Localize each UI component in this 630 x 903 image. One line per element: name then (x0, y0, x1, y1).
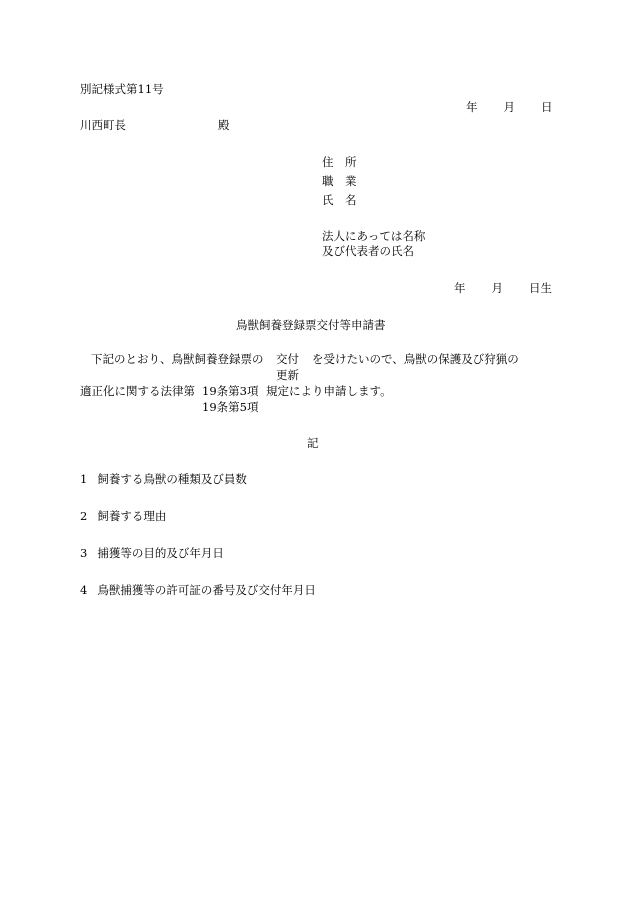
list-item (80, 511, 166, 523)
item-text: 飼養する鳥獣の種類及び員数 (97, 472, 247, 486)
body-option-issue: 交付 (276, 352, 299, 366)
body-option-renew: 更新 (276, 368, 299, 382)
name-label: 氏 名 (322, 193, 357, 207)
body-article-option1: 19条第3項 (202, 384, 259, 398)
date-day: 日 (541, 100, 553, 114)
item-number: 1 (80, 472, 88, 486)
document-title: 鳥獣飼養登録票交付等申請書 (236, 318, 386, 332)
body-line1-part1: 下記のとおり、鳥獣飼養登録票の (91, 352, 264, 366)
body-line2-part2: 規定により申請します。 (266, 384, 392, 398)
ki-heading: 記 (307, 436, 319, 450)
body-line2-part1: 適正化に関する法律第 (80, 384, 195, 398)
item-number: 4 (80, 583, 88, 597)
body-line1-part2: を受けたいので、鳥獣の保護及び狩猟の (312, 352, 519, 366)
item-number: 3 (80, 546, 88, 560)
corporate-note-line1: 法人にあっては名称 (322, 229, 426, 243)
item-number: 2 (80, 509, 88, 523)
body-article-option2: 19条第5項 (202, 400, 259, 414)
addressee-name: 川西町長 (80, 118, 126, 132)
occupation-label: 職 業 (322, 174, 357, 188)
addressee-honorific: 殿 (218, 118, 230, 132)
form-number: 別記様式第11号 (80, 82, 164, 96)
date-year: 年 (466, 100, 478, 114)
list-item (80, 474, 247, 486)
item-text: 飼養する理由 (97, 509, 167, 523)
birth-date-line (454, 283, 552, 295)
birth-day: 日生 (529, 281, 552, 295)
date-line (466, 102, 553, 114)
birth-month: 月 (491, 281, 503, 295)
list-item (80, 585, 316, 597)
corporate-note-line2: 及び代表者の氏名 (322, 244, 414, 258)
birth-year: 年 (454, 281, 466, 295)
list-item (80, 548, 224, 560)
item-text: 鳥獣捕獲等の許可証の番号及び交付年月日 (97, 583, 316, 597)
address-label: 住 所 (322, 155, 357, 169)
date-month: 月 (503, 100, 515, 114)
item-text: 捕獲等の目的及び年月日 (97, 546, 224, 560)
